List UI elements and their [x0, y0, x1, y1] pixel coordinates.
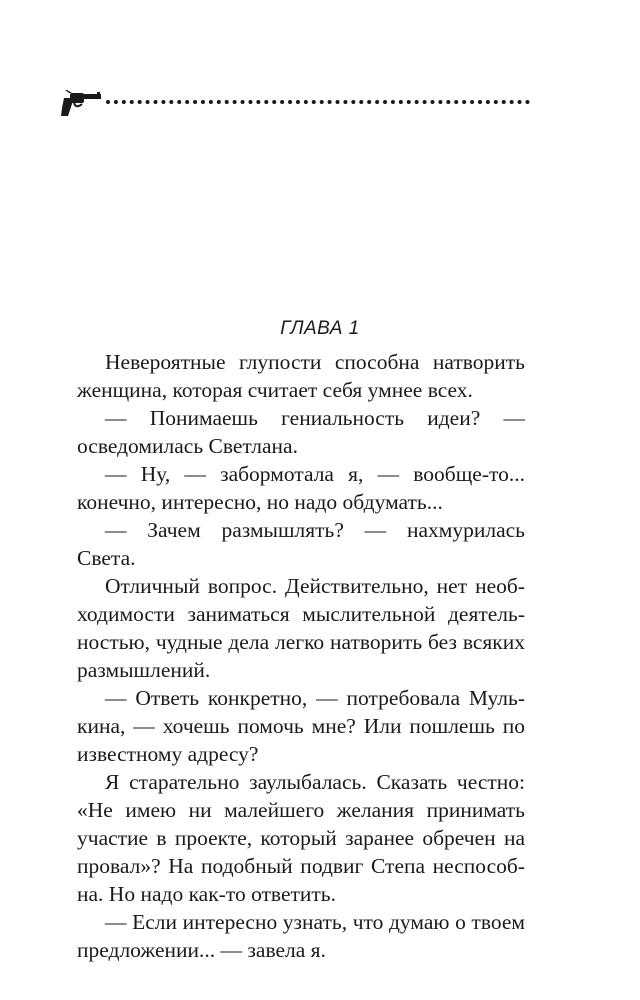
revolver-icon — [60, 90, 102, 118]
paragraph: — Ну, — забормотала я, — вообще-то... конечно, интересно, но надо обдумать... — [77, 462, 525, 514]
paragraph: Отличный вопрос. Действительно, нет необходимости заниматься мыслительной деятельностью, чудные дела легко натворить без всяких размышлений. — [77, 574, 525, 682]
chapter-heading: ГЛАВА 1 — [280, 318, 360, 339]
body-text — [77, 348, 525, 964]
paragraph: Я старательно заулыбалась. Сказать честно: «Не имею ни малейшего желания принимать участие в проекте, который заранее обречен на провал»? На подобный подвиг Степа неспособна. Но надо как-то ответить. — [77, 770, 525, 906]
paragraph: — Понимаешь гениальность идеи? — осведомилась Светлана. — [77, 406, 525, 458]
paragraph: — Зачем размышлять? — нахмурилась Света. — [77, 518, 525, 570]
paragraph: — Если интересно узнать, что думаю о твоем предложении... — завела я. — [77, 910, 525, 962]
paragraph: — Ответь конкретно, — потребовала Мулькина, — хочешь помочь мне? Или пошлешь по известному адресу? — [77, 686, 525, 766]
dotted-rule — [106, 100, 530, 104]
paragraph: Невероятные глупости способна натворить женщина, которая считает себя умнее всех. — [77, 350, 525, 402]
header-ornament — [60, 88, 530, 120]
